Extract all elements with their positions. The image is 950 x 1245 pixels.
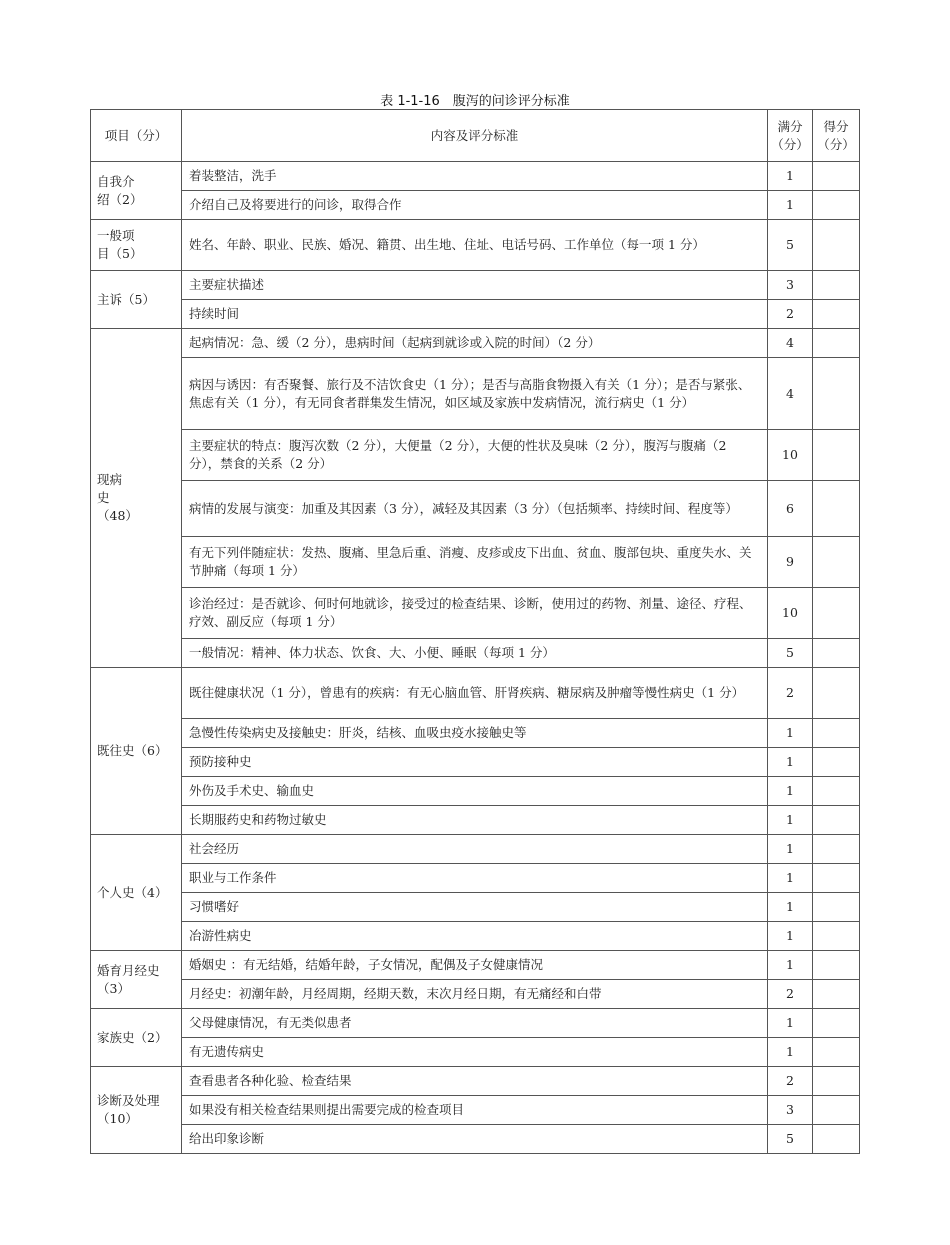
full-score-cell: 6 xyxy=(768,481,813,537)
table-row xyxy=(91,481,860,537)
category-cell: 家族史（2） xyxy=(91,1009,182,1067)
table-row xyxy=(91,358,860,430)
table-row xyxy=(91,1096,860,1125)
table-row xyxy=(91,639,860,668)
full-score-cell: 1 xyxy=(768,806,813,835)
table-row xyxy=(91,864,860,893)
full-score-cell: 1 xyxy=(768,748,813,777)
full-score-cell: 1 xyxy=(768,922,813,951)
content-cell: 有无遗传病史 xyxy=(182,1038,768,1067)
content-cell: 主要症状描述 xyxy=(182,271,768,300)
content-cell: 如果没有相关检查结果则提出需要完成的检查项目 xyxy=(182,1096,768,1125)
table-row xyxy=(91,1125,860,1154)
content-cell: 急慢性传染病史及接触史：肝炎，结核、血吸虫疫水接触史等 xyxy=(182,719,768,748)
got-score-cell[interactable] xyxy=(813,951,860,980)
content-cell: 冶游性病史 xyxy=(182,922,768,951)
category-cell: 一般项 目（5） xyxy=(91,220,182,271)
content-cell: 一般情况：精神、体力状态、饮食、大、小便、睡眠（每项 1 分） xyxy=(182,639,768,668)
header-item: 项目（分） xyxy=(91,110,182,162)
got-score-cell[interactable] xyxy=(813,719,860,748)
got-score-cell[interactable] xyxy=(813,220,860,271)
category-cell: 诊断及处理 （10） xyxy=(91,1067,182,1154)
got-score-cell[interactable] xyxy=(813,271,860,300)
full-score-cell: 1 xyxy=(768,719,813,748)
header-full-score: 满分 （分） xyxy=(768,110,813,162)
table-row xyxy=(91,162,860,191)
table-row xyxy=(91,191,860,220)
got-score-cell[interactable] xyxy=(813,1125,860,1154)
content-cell: 长期服药史和药物过敏史 xyxy=(182,806,768,835)
content-cell: 病情的发展与演变：加重及其因素（3 分），减轻及其因素（3 分）（包括频率、持续时间、程度等） xyxy=(182,481,768,537)
table-row xyxy=(91,1009,860,1038)
content-cell: 习惯嗜好 xyxy=(182,893,768,922)
table-row xyxy=(91,835,860,864)
table-row xyxy=(91,1038,860,1067)
full-score-cell: 1 xyxy=(768,1038,813,1067)
table-row xyxy=(91,893,860,922)
got-score-cell[interactable] xyxy=(813,537,860,588)
got-score-cell[interactable] xyxy=(813,358,860,430)
got-score-cell[interactable] xyxy=(813,777,860,806)
table-caption: 表 1-1-16 腹泻的问诊评分标准 xyxy=(380,94,570,109)
got-score-cell[interactable] xyxy=(813,1038,860,1067)
full-score-cell: 1 xyxy=(768,191,813,220)
content-cell: 主要症状的特点：腹泻次数（2 分），大便量（2 分），大便的性状及臭味（2 分），腹泻与腹痛（2 分），禁食的关系（2 分） xyxy=(182,430,768,481)
category-cell: 个人史（4） xyxy=(91,835,182,951)
table-row xyxy=(91,300,860,329)
category-cell: 主诉（5） xyxy=(91,271,182,329)
got-score-cell[interactable] xyxy=(813,300,860,329)
content-cell: 预防接种史 xyxy=(182,748,768,777)
content-cell: 社会经历 xyxy=(182,835,768,864)
table-row xyxy=(91,806,860,835)
got-score-cell[interactable] xyxy=(813,1067,860,1096)
got-score-cell[interactable] xyxy=(813,893,860,922)
content-cell: 既往健康状况（1 分），曾患有的疾病：有无心脑血管、肝肾疾病、糖尿病及肿瘤等慢性病史（1 分） xyxy=(182,668,768,719)
header-content: 内容及评分标准 xyxy=(182,110,768,162)
category-cell: 婚育月经史 （3） xyxy=(91,951,182,1009)
full-score-cell: 5 xyxy=(768,1125,813,1154)
full-score-cell: 2 xyxy=(768,668,813,719)
got-score-cell[interactable] xyxy=(813,1096,860,1125)
got-score-cell[interactable] xyxy=(813,668,860,719)
table-row xyxy=(91,430,860,481)
full-score-cell: 1 xyxy=(768,864,813,893)
content-cell: 外伤及手术史、输血史 xyxy=(182,777,768,806)
full-score-cell: 5 xyxy=(768,220,813,271)
full-score-cell: 3 xyxy=(768,271,813,300)
full-score-cell: 1 xyxy=(768,162,813,191)
content-cell: 姓名、年龄、职业、民族、婚况、籍贯、出生地、住址、电话号码、工作单位（每一项 1 分） xyxy=(182,220,768,271)
content-cell: 给出印象诊断 xyxy=(182,1125,768,1154)
got-score-cell[interactable] xyxy=(813,1009,860,1038)
got-score-cell[interactable] xyxy=(813,748,860,777)
got-score-cell[interactable] xyxy=(813,162,860,191)
got-score-cell[interactable] xyxy=(813,639,860,668)
table-row xyxy=(91,1067,860,1096)
table-row xyxy=(91,748,860,777)
content-cell: 诊治经过：是否就诊、何时何地就诊，接受过的检查结果、诊断，使用过的药物、剂量、途径、疗程、疗效、副反应（每项 1 分） xyxy=(182,588,768,639)
content-cell: 病因与诱因：有否聚餐、旅行及不洁饮食史（1 分）；是否与高脂食物摄入有关（1 分）；是否与紧张、焦虑有关（1 分），有无同食者群集发生情况，如区域及家族中发病情况，流行病史（1 分） xyxy=(182,358,768,430)
content-cell: 着装整洁，洗手 xyxy=(182,162,768,191)
full-score-cell: 3 xyxy=(768,1096,813,1125)
got-score-cell[interactable] xyxy=(813,864,860,893)
full-score-cell: 10 xyxy=(768,430,813,481)
table-row xyxy=(91,922,860,951)
table-row xyxy=(91,777,860,806)
got-score-cell[interactable] xyxy=(813,191,860,220)
full-score-cell: 2 xyxy=(768,1067,813,1096)
table-row xyxy=(91,329,860,358)
full-score-cell: 1 xyxy=(768,893,813,922)
table-row xyxy=(91,668,860,719)
full-score-cell: 10 xyxy=(768,588,813,639)
header-got-score: 得分 （分） xyxy=(813,110,860,162)
got-score-cell[interactable] xyxy=(813,481,860,537)
table-row xyxy=(91,588,860,639)
got-score-cell[interactable] xyxy=(813,329,860,358)
full-score-cell: 5 xyxy=(768,639,813,668)
content-cell: 查看患者各种化验、检查结果 xyxy=(182,1067,768,1096)
content-cell: 起病情况：急、缓（2 分），患病时间（起病到就诊或入院的时间）（2 分） xyxy=(182,329,768,358)
content-cell: 持续时间 xyxy=(182,300,768,329)
category-cell: 既往史（6） xyxy=(91,668,182,835)
full-score-cell: 1 xyxy=(768,1009,813,1038)
got-score-cell[interactable] xyxy=(813,835,860,864)
got-score-cell[interactable] xyxy=(813,922,860,951)
full-score-cell: 2 xyxy=(768,300,813,329)
got-score-cell[interactable] xyxy=(813,588,860,639)
content-cell: 介绍自己及将要进行的问诊，取得合作 xyxy=(182,191,768,220)
full-score-cell: 4 xyxy=(768,358,813,430)
table-row xyxy=(91,537,860,588)
content-cell: 月经史：初潮年龄，月经周期，经期天数，末次月经日期，有无痛经和白带 xyxy=(182,980,768,1009)
table-row xyxy=(91,719,860,748)
content-cell: 有无下列伴随症状：发热、腹痛、里急后重、消瘦、皮疹或皮下出血、贫血、腹部包块、重度失水、关节肿痛（每项 1 分） xyxy=(182,537,768,588)
full-score-cell: 1 xyxy=(768,777,813,806)
table-row xyxy=(91,271,860,300)
content-cell: 父母健康情况，有无类似患者 xyxy=(182,1009,768,1038)
content-cell: 职业与工作条件 xyxy=(182,864,768,893)
table-body xyxy=(91,162,860,1154)
got-score-cell[interactable] xyxy=(813,980,860,1009)
category-cell: 自我介 绍（2） xyxy=(91,162,182,220)
category-cell: 现病 史 （48） xyxy=(91,329,182,668)
got-score-cell[interactable] xyxy=(813,430,860,481)
full-score-cell: 1 xyxy=(768,951,813,980)
full-score-cell: 9 xyxy=(768,537,813,588)
scoring-table xyxy=(90,109,860,1154)
header-row xyxy=(91,110,860,162)
table-row xyxy=(91,220,860,271)
got-score-cell[interactable] xyxy=(813,806,860,835)
content-cell: 婚姻史 ：有无结婚，结婚年龄，子女情况，配偶及子女健康情况 xyxy=(182,951,768,980)
full-score-cell: 2 xyxy=(768,980,813,1009)
full-score-cell: 1 xyxy=(768,835,813,864)
table-row xyxy=(91,951,860,980)
full-score-cell: 4 xyxy=(768,329,813,358)
table-row xyxy=(91,980,860,1009)
